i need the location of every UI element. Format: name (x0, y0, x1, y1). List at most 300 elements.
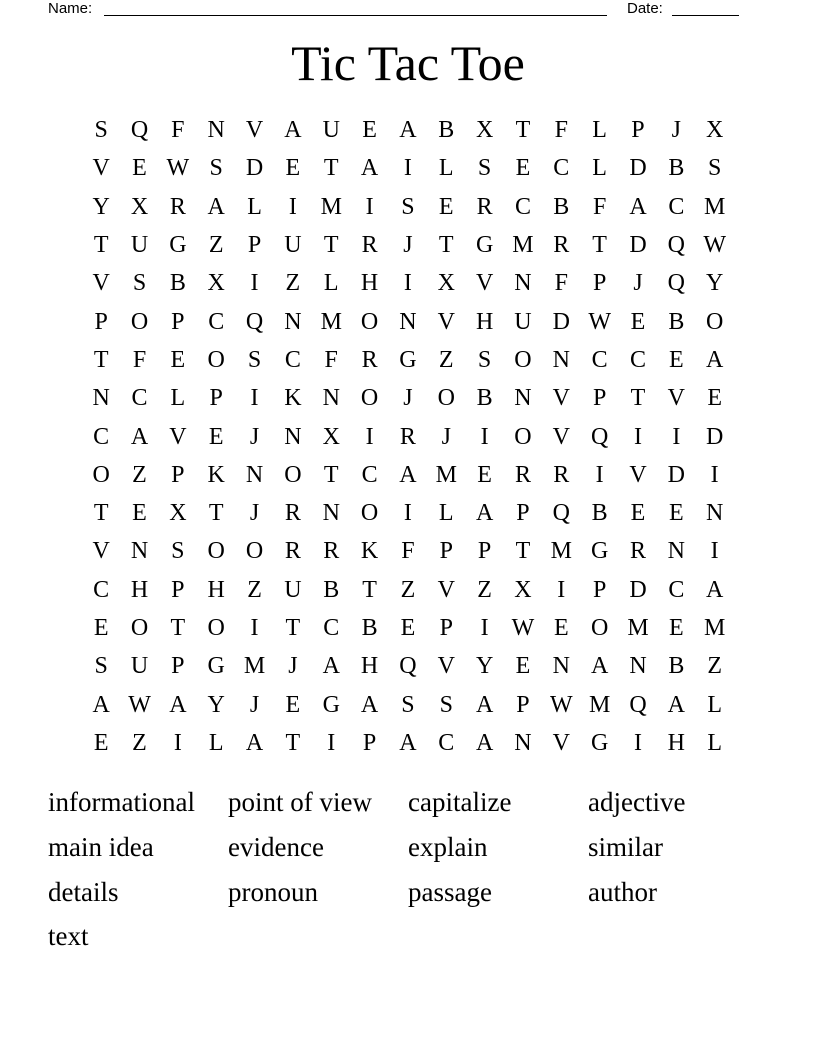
word-bank-word: evidence (228, 832, 324, 863)
grid-letter: A (475, 500, 494, 527)
grid-letter: A (360, 691, 379, 718)
grid-letter: O (207, 538, 225, 565)
grid-row (82, 149, 734, 187)
grid-letter: C (131, 385, 148, 412)
grid-letter: T (592, 232, 607, 259)
word-bank-word: author (588, 876, 657, 907)
grid-letter: N (514, 270, 532, 297)
grid-letter: B (668, 308, 685, 335)
grid-letter: E (707, 385, 722, 412)
grid-letter: A (475, 729, 494, 756)
grid-letter: F (171, 117, 185, 144)
grid-letter: I (403, 155, 412, 182)
grid-letter: A (245, 729, 264, 756)
grid-letter: C (361, 461, 378, 488)
grid-letter: N (514, 729, 532, 756)
grid-letter: T (208, 500, 224, 527)
grid-letter: P (592, 385, 607, 412)
grid-letter: T (93, 346, 109, 373)
grid-row (82, 264, 734, 302)
grid-letter: T (323, 155, 339, 182)
grid-letter: W (549, 691, 573, 718)
grid-letter: G (590, 729, 609, 756)
grid-letter: Z (477, 576, 492, 603)
grid-letter: B (323, 576, 340, 603)
grid-letter: C (668, 193, 685, 220)
grid-letter: P (477, 538, 492, 565)
grid-letter: J (671, 117, 681, 144)
grid-letter: E (668, 346, 684, 373)
grid-letter: I (403, 500, 412, 527)
grid-letter: T (93, 232, 109, 259)
grid-row (82, 647, 734, 685)
grid-letter: E (630, 308, 646, 335)
grid-letter: K (360, 538, 379, 565)
grid-letter: N (284, 308, 302, 335)
grid-letter: O (514, 346, 532, 373)
word-bank-word: capitalize (408, 787, 512, 818)
grid-letter: C (514, 193, 531, 220)
grid-letter: O (207, 346, 225, 373)
grid-letter: N (514, 385, 532, 412)
grid-letter: I (672, 423, 681, 450)
grid-row (82, 111, 734, 149)
grid-letter: E (208, 423, 224, 450)
grid-letter: P (631, 117, 645, 144)
grid-letter: O (245, 538, 264, 565)
grid-letter: F (324, 346, 338, 373)
grid-letter: S (707, 155, 722, 182)
grid-letter: N (552, 653, 570, 680)
grid-letter: O (360, 308, 379, 335)
grid-letter: I (327, 729, 336, 756)
grid-letter: C (438, 729, 455, 756)
grid-letter: T (630, 385, 646, 412)
word-bank-word: point of view (228, 787, 372, 818)
grid-letter: E (438, 193, 454, 220)
grid-letter: Z (438, 346, 454, 373)
grid-letter: S (94, 117, 108, 144)
grid-letter: A (590, 653, 609, 680)
word-bank-word: text (48, 921, 89, 952)
grid-letter: V (552, 385, 570, 412)
grid-letter: N (667, 538, 685, 565)
grid-letter: N (92, 385, 110, 412)
grid-letter: C (93, 576, 110, 603)
grid-letter: A (399, 117, 417, 144)
grid-letter: F (554, 117, 568, 144)
grid-letter: U (514, 308, 532, 335)
grid-letter: M (704, 615, 726, 641)
grid-letter: N (130, 538, 149, 565)
grid-letter: N (706, 500, 724, 527)
grid-letter: I (633, 423, 642, 450)
grid-letter: R (629, 538, 646, 565)
grid-letter: U (284, 232, 302, 259)
grid-letter: A (629, 193, 647, 220)
grid-letter: V (629, 461, 647, 488)
grid-letter: O (706, 308, 724, 335)
grid-letter: I (480, 423, 489, 450)
grid-letter: Z (400, 576, 416, 603)
grid-letter: H (207, 576, 225, 603)
grid-letter: A (399, 729, 417, 756)
grid-letter: B (361, 615, 378, 641)
grid-letter: P (592, 576, 607, 603)
grid-letter: L (592, 155, 607, 182)
grid-letter: E (285, 155, 301, 182)
grid-letter: R (399, 423, 416, 450)
grid-letter: O (590, 615, 609, 641)
grid-letter: V (169, 423, 187, 450)
grid-letter: O (92, 461, 110, 488)
grid-letter: X (475, 117, 494, 144)
word-bank-word: pronoun (228, 876, 318, 907)
grid-letter: S (171, 538, 185, 565)
grid-letter: P (592, 270, 607, 297)
grid-letter: K (284, 385, 302, 412)
grid-letter: I (480, 615, 489, 641)
date-blank-line (672, 15, 739, 16)
grid-letter: V (92, 155, 110, 182)
grid-letter: D (552, 308, 570, 335)
grid-letter: V (475, 270, 494, 297)
grid-letter: I (403, 270, 412, 297)
grid-letter: L (247, 193, 262, 220)
grid-row (82, 724, 734, 762)
grid-letter: V (552, 729, 570, 756)
grid-letter: G (169, 232, 187, 259)
grid-letter: J (249, 691, 260, 718)
grid-letter: E (515, 653, 531, 680)
grid-letter: I (173, 729, 182, 756)
grid-letter: Q (245, 308, 264, 335)
grid-letter: L (438, 500, 454, 527)
grid-letter: R (514, 461, 531, 488)
grid-letter: H (130, 576, 149, 603)
grid-letter: W (511, 615, 535, 641)
grid-letter: E (668, 500, 684, 527)
grid-row (82, 188, 734, 226)
grid-letter: C (591, 346, 608, 373)
grid-letter: S (247, 346, 262, 373)
grid-letter: J (249, 500, 260, 527)
grid-letter: C (284, 346, 301, 373)
letter-grid (82, 111, 734, 762)
grid-letter: L (707, 729, 722, 756)
grid-letter: W (166, 155, 190, 182)
grid-row (82, 417, 734, 455)
grid-letter: M (550, 538, 572, 565)
grid-letter: I (288, 193, 297, 220)
grid-letter: E (477, 461, 492, 488)
grid-letter: B (553, 193, 570, 220)
grid-letter: E (170, 346, 186, 373)
grid-letter: J (249, 423, 260, 450)
grid-letter: Z (132, 729, 147, 756)
grid-letter: Z (132, 461, 147, 488)
grid-letter: G (590, 538, 609, 565)
grid-letter: F (592, 193, 607, 220)
grid-letter: S (439, 691, 453, 718)
grid-letter: L (170, 385, 186, 412)
grid-letter: I (250, 270, 259, 297)
grid-letter: W (128, 691, 151, 718)
grid-letter: V (92, 270, 110, 297)
grid-letter: N (552, 346, 570, 373)
grid-letter: C (93, 423, 110, 450)
grid-letter: P (171, 653, 185, 680)
grid-row (82, 494, 734, 532)
grid-letter: A (475, 691, 494, 718)
grid-letter: S (401, 193, 415, 220)
grid-letter: T (515, 538, 531, 565)
grid-letter: P (439, 615, 453, 641)
grid-letter: V (437, 653, 455, 680)
grid-letter: X (322, 423, 340, 450)
grid-letter: Y (475, 653, 494, 680)
grid-letter: J (403, 232, 413, 259)
grid-letter: A (667, 691, 685, 718)
date-label: Date: (627, 0, 663, 17)
grid-letter: N (284, 423, 302, 450)
grid-letter: A (284, 117, 302, 144)
grid-letter: M (243, 653, 266, 680)
grid-letter: T (323, 461, 339, 488)
grid-letter: U (284, 576, 302, 603)
grid-letter: R (323, 538, 340, 565)
grid-letter: H (667, 729, 685, 756)
grid-letter: V (92, 538, 110, 565)
grid-letter: Z (285, 270, 301, 297)
grid-letter: Q (590, 423, 609, 450)
grid-letter: T (170, 615, 186, 641)
grid-letter: F (401, 538, 415, 565)
grid-letter: N (245, 461, 264, 488)
grid-letter: N (322, 385, 340, 412)
grid-row (82, 341, 734, 379)
grid-letter: I (557, 576, 566, 603)
grid-letter: M (320, 193, 342, 220)
word-bank-word: details (48, 876, 119, 907)
grid-letter: A (169, 691, 187, 718)
grid-letter: Z (707, 653, 722, 680)
grid-letter: G (322, 691, 340, 718)
grid-letter: S (209, 155, 223, 182)
grid-letter: I (365, 193, 374, 220)
grid-letter: M (435, 461, 457, 488)
grid-letter: W (703, 232, 726, 259)
grid-letter: P (247, 232, 262, 259)
grid-letter: F (132, 346, 147, 373)
grid-letter: R (169, 193, 186, 220)
grid-row (82, 302, 734, 340)
grid-letter: O (207, 615, 225, 641)
grid-letter: E (668, 615, 684, 641)
grid-letter: R (284, 538, 301, 565)
grid-letter: E (362, 117, 377, 144)
grid-letter: R (553, 232, 570, 259)
word-bank-word: passage (408, 876, 492, 907)
grid-letter: I (710, 461, 719, 488)
grid-letter: X (130, 193, 149, 220)
grid-letter: D (245, 155, 264, 182)
grid-letter: R (361, 232, 378, 259)
grid-letter: B (591, 500, 608, 527)
grid-letter: Q (667, 270, 685, 297)
grid-letter: O (130, 308, 149, 335)
grid-letter: L (438, 155, 454, 182)
grid-row (82, 571, 734, 609)
grid-letter: P (171, 576, 185, 603)
grid-letter: H (475, 308, 494, 335)
grid-letter: T (438, 232, 454, 259)
grid-letter: R (476, 193, 493, 220)
grid-letter: P (171, 308, 185, 335)
grid-letter: A (92, 691, 110, 718)
grid-letter: Z (208, 232, 224, 259)
grid-letter: P (94, 308, 108, 335)
grid-letter: L (208, 729, 224, 756)
grid-letter: O (130, 615, 149, 641)
grid-letter: U (130, 653, 149, 680)
grid-letter: A (706, 346, 724, 373)
grid-letter: P (171, 461, 185, 488)
grid-letter: T (93, 500, 109, 527)
grid-letter: H (360, 270, 379, 297)
grid-letter: S (132, 270, 147, 297)
grid-letter: Y (207, 691, 225, 718)
grid-row (82, 609, 734, 647)
grid-letter: R (553, 461, 570, 488)
grid-letter: U (130, 232, 149, 259)
grid-letter: E (285, 691, 301, 718)
grid-letter: P (516, 500, 530, 527)
grid-letter: I (595, 461, 604, 488)
word-bank-word: main idea (48, 832, 154, 863)
grid-letter: Y (706, 270, 724, 297)
grid-letter: B (438, 117, 455, 144)
grid-letter: V (245, 117, 264, 144)
grid-letter: S (94, 653, 108, 680)
grid-letter: L (592, 117, 607, 144)
grid-letter: A (706, 576, 724, 603)
grid-letter: V (437, 576, 455, 603)
grid-letter: V (437, 308, 455, 335)
grid-letter: D (629, 576, 647, 603)
grid-letter: E (400, 615, 416, 641)
word-bank-row (48, 825, 768, 870)
grid-letter: A (360, 155, 379, 182)
grid-letter: C (323, 615, 340, 641)
grid-letter: U (322, 117, 340, 144)
grid-letter: C (668, 576, 685, 603)
puzzle-title: Tic Tac Toe (291, 35, 525, 91)
word-bank-word: explain (408, 832, 488, 863)
grid-letter: D (629, 155, 647, 182)
grid-letter: I (250, 385, 259, 412)
grid-letter: Y (92, 193, 110, 220)
grid-letter: I (250, 615, 259, 641)
grid-letter: B (668, 155, 685, 182)
grid-letter: J (288, 653, 298, 680)
grid-letter: L (323, 270, 339, 297)
grid-row (82, 532, 734, 570)
grid-letter: P (209, 385, 223, 412)
grid-letter: V (552, 423, 570, 450)
grid-letter: M (512, 232, 534, 259)
word-bank-row (48, 869, 768, 914)
grid-letter: C (208, 308, 225, 335)
grid-letter: Q (399, 653, 417, 680)
grid-letter: X (706, 117, 724, 144)
grid-row (82, 226, 734, 264)
grid-letter: A (130, 423, 149, 450)
grid-letter: Q (629, 691, 647, 718)
grid-letter: P (516, 691, 530, 718)
grid-letter: G (207, 653, 225, 680)
word-bank-word: informational (48, 787, 195, 818)
word-bank-row (48, 780, 768, 825)
grid-letter: J (403, 385, 413, 412)
grid-letter: E (132, 155, 147, 182)
grid-letter: G (475, 232, 494, 259)
grid-letter: N (207, 117, 225, 144)
grid-letter: G (399, 346, 417, 373)
word-bank (48, 780, 768, 959)
grid-letter: J (441, 423, 451, 450)
grid-letter: S (401, 691, 415, 718)
grid-letter: D (706, 423, 724, 450)
grid-letter: C (553, 155, 570, 182)
grid-letter: Q (552, 500, 570, 527)
name-blank-line (104, 15, 607, 16)
grid-row (82, 456, 734, 494)
grid-letter: T (515, 117, 531, 144)
grid-letter: N (629, 653, 647, 680)
grid-letter: X (207, 270, 225, 297)
grid-letter: O (514, 423, 532, 450)
grid-letter: D (629, 232, 647, 259)
grid-letter: Z (247, 576, 262, 603)
grid-letter: R (284, 500, 301, 527)
grid-letter: I (365, 423, 374, 450)
grid-letter: M (627, 615, 649, 641)
grid-letter: D (667, 461, 685, 488)
grid-letter: N (322, 500, 340, 527)
grid-letter: E (630, 500, 646, 527)
grid-letter: M (588, 691, 611, 718)
grid-letter: O (437, 385, 455, 412)
grid-letter: F (554, 270, 568, 297)
grid-letter: E (132, 500, 147, 527)
grid-letter: P (439, 538, 453, 565)
grid-letter: L (707, 691, 722, 718)
grid-letter: E (93, 615, 109, 641)
grid-letter: K (207, 461, 225, 488)
grid-letter: H (360, 653, 379, 680)
grid-letter: M (704, 193, 726, 220)
grid-letter: W (588, 308, 611, 335)
grid-letter: J (633, 270, 643, 297)
grid-letter: S (477, 346, 492, 373)
grid-letter: E (553, 615, 569, 641)
grid-letter: B (476, 385, 493, 412)
grid-letter: X (169, 500, 187, 527)
grid-letter: S (477, 155, 492, 182)
grid-letter: P (362, 729, 377, 756)
grid-letter: Q (667, 232, 685, 259)
